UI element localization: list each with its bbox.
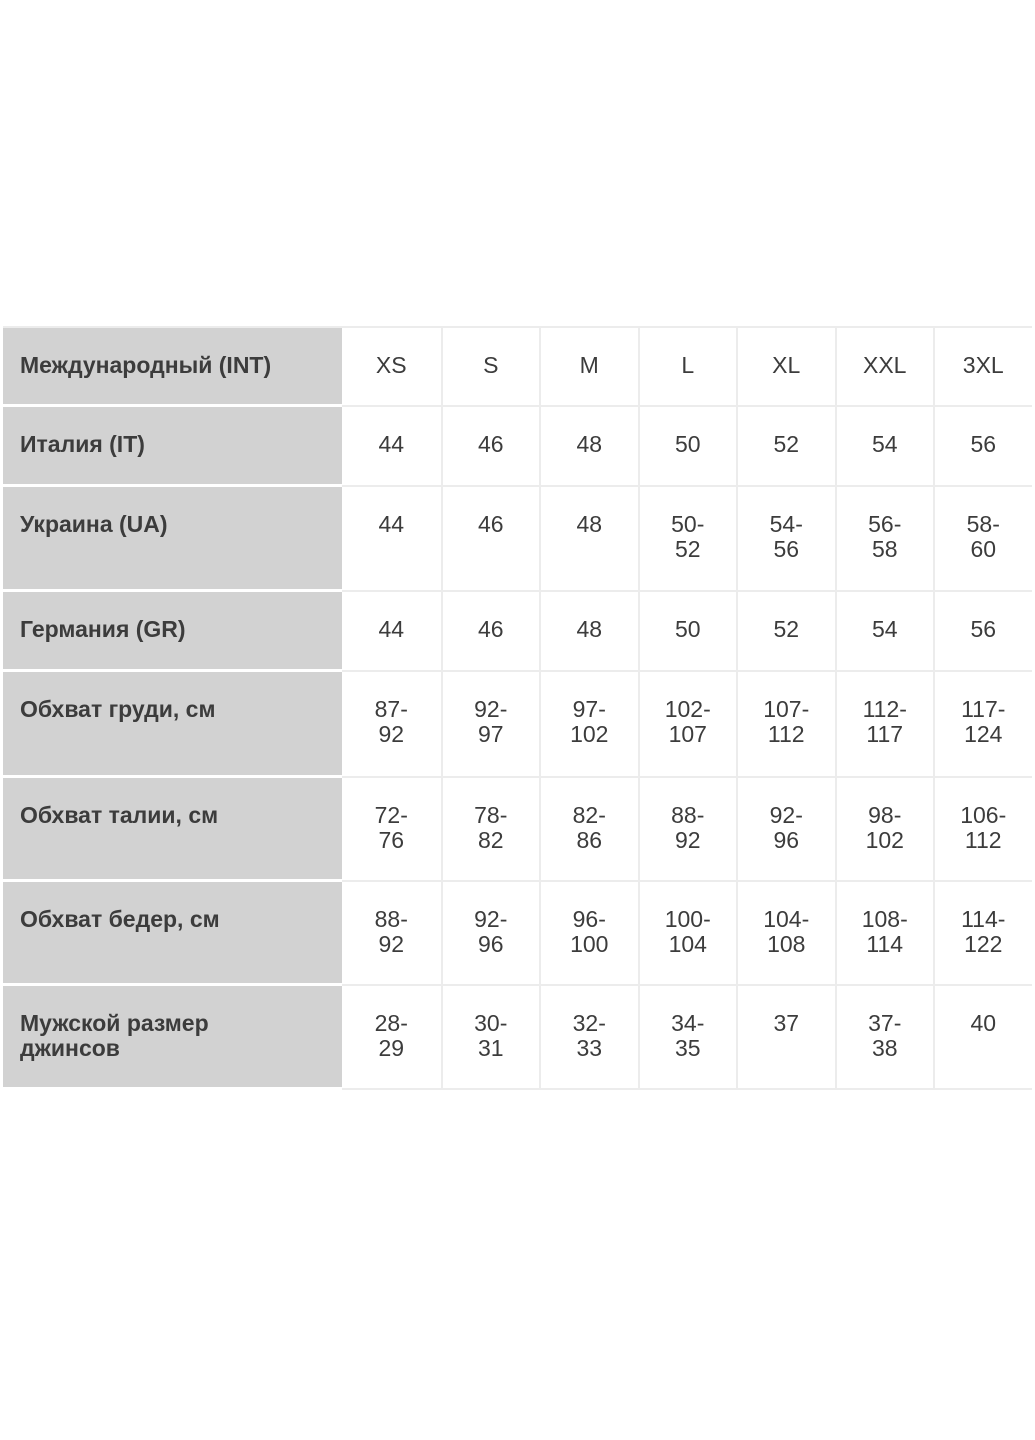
size-cell: 44 — [342, 487, 441, 592]
size-chart-table — [3, 326, 1032, 1090]
size-cell: 106- 112 — [933, 778, 1032, 882]
size-cell: 52 — [736, 407, 835, 487]
size-cell: 102- 107 — [638, 672, 737, 778]
size-cell: 54- 56 — [736, 487, 835, 592]
row-label: Германия (GR) — [3, 592, 342, 672]
size-cell: 97- 102 — [539, 672, 638, 778]
table-row-jeans — [3, 986, 1032, 1090]
size-cell: 32- 33 — [539, 986, 638, 1090]
row-label: Италия (IT) — [3, 407, 342, 487]
size-cell: 44 — [342, 407, 441, 487]
size-cell: 46 — [441, 592, 540, 672]
size-cell: 100- 104 — [638, 882, 737, 986]
table-row-international — [3, 326, 1032, 407]
size-cell: 92- 96 — [736, 778, 835, 882]
size-cell: 48 — [539, 487, 638, 592]
size-cell: 28- 29 — [342, 986, 441, 1090]
size-cell: 40 — [933, 986, 1032, 1090]
size-cell: 96- 100 — [539, 882, 638, 986]
row-label: Международный (INT) — [3, 326, 342, 407]
size-cell: 48 — [539, 592, 638, 672]
size-cell: 104- 108 — [736, 882, 835, 986]
size-cell: 50 — [638, 592, 737, 672]
row-label: Обхват талии, см — [3, 778, 342, 882]
size-cell: 107- 112 — [736, 672, 835, 778]
size-cell: 3XL — [933, 326, 1032, 407]
size-cell: 46 — [441, 407, 540, 487]
size-cell: 52 — [736, 592, 835, 672]
table-row-germany — [3, 592, 1032, 672]
size-cell: 72- 76 — [342, 778, 441, 882]
size-cell: 37 — [736, 986, 835, 1090]
size-cell: 88- 92 — [638, 778, 737, 882]
size-cell: 50- 52 — [638, 487, 737, 592]
size-cell: 92- 97 — [441, 672, 540, 778]
size-cell: 37- 38 — [835, 986, 934, 1090]
size-cell: 108- 114 — [835, 882, 934, 986]
size-cell: 58- 60 — [933, 487, 1032, 592]
row-label: Мужской размер джинсов — [3, 986, 342, 1090]
table-row-waist — [3, 778, 1032, 882]
size-cell: 46 — [441, 487, 540, 592]
table-row-hips — [3, 882, 1032, 986]
size-cell: 44 — [342, 592, 441, 672]
size-cell: 112- 117 — [835, 672, 934, 778]
size-cell: 30- 31 — [441, 986, 540, 1090]
size-cell: 56 — [933, 592, 1032, 672]
size-cell: 92- 96 — [441, 882, 540, 986]
size-cell: XL — [736, 326, 835, 407]
table-row-chest — [3, 672, 1032, 778]
size-cell: 48 — [539, 407, 638, 487]
size-cell: 82- 86 — [539, 778, 638, 882]
size-cell: 88- 92 — [342, 882, 441, 986]
size-cell: 98- 102 — [835, 778, 934, 882]
size-cell: 34- 35 — [638, 986, 737, 1090]
table-row-ukraine — [3, 487, 1032, 592]
size-cell: 114- 122 — [933, 882, 1032, 986]
row-label: Украина (UA) — [3, 487, 342, 592]
size-cell: 54 — [835, 592, 934, 672]
table-row-italy — [3, 407, 1032, 487]
size-cell: S — [441, 326, 540, 407]
size-cell: XS — [342, 326, 441, 407]
size-cell: L — [638, 326, 737, 407]
size-cell: 56- 58 — [835, 487, 934, 592]
size-cell: 54 — [835, 407, 934, 487]
size-cell: M — [539, 326, 638, 407]
size-cell: 117- 124 — [933, 672, 1032, 778]
size-cell: 87- 92 — [342, 672, 441, 778]
size-cell: 56 — [933, 407, 1032, 487]
row-label: Обхват бедер, см — [3, 882, 342, 986]
row-label: Обхват груди, см — [3, 672, 342, 778]
size-cell: XXL — [835, 326, 934, 407]
size-cell: 50 — [638, 407, 737, 487]
size-cell: 78- 82 — [441, 778, 540, 882]
